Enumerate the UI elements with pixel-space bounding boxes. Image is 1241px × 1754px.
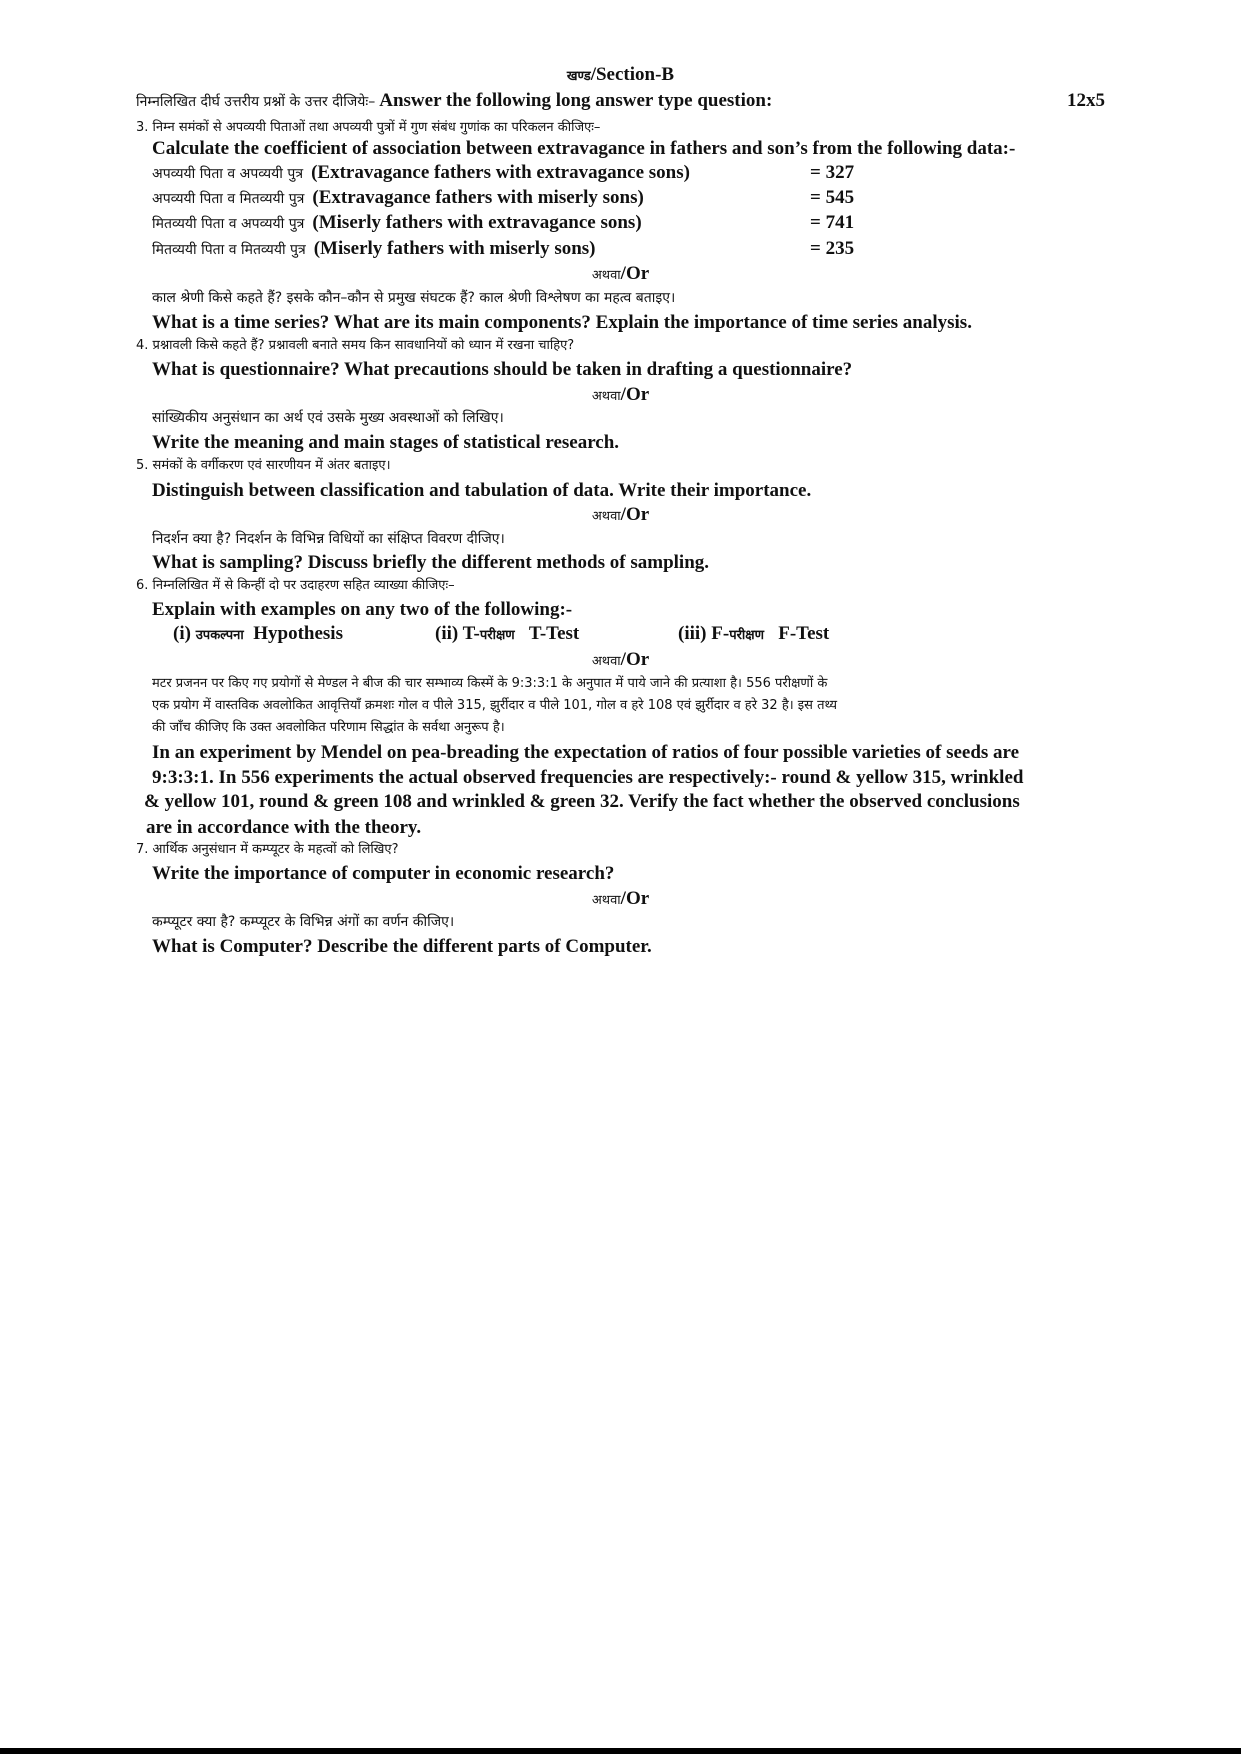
q7-english: Write the importance of computer in economic research? <box>152 863 615 884</box>
instruction-hindi: निम्नलिखित दीर्घ उत्तरीय प्रश्नों के उत्तर दीजियेः– <box>136 94 376 110</box>
or-divider: अथवा/Or <box>591 504 650 525</box>
instruction <box>136 89 772 114</box>
or-divider: अथवा/Or <box>591 263 650 284</box>
q6-option: (iii) F-परीक्षण F-Test <box>678 623 830 644</box>
q6-alt-english-line: 9:3:3:1. In 556 experiments the actual observed frequencies are respectively:- round & yellow 315, wrinkled <box>152 767 1024 788</box>
data-value: = 545 <box>810 187 855 208</box>
q4-alt-english: Write the meaning and main stages of statistical research. <box>152 432 620 453</box>
data-value: = 327 <box>810 162 855 183</box>
or-divider: अथवा/Or <box>591 649 650 670</box>
q6-option: (ii) T-परीक्षण T-Test <box>435 623 580 644</box>
q3-alt-hindi: काल श्रेणी किसे कहते हैं? इसके कौन–कौन से प्रमुख संघटक हैं? काल श्रेणी विश्लेषण का महत्व बताइए। <box>152 290 676 306</box>
q6-alt-english-line: & yellow 101, round & green 108 and wrinkled & green 32. Verify the fact whether the observed conclusions <box>144 791 1020 812</box>
q7-alt-hindi: कम्प्यूटर क्या है? कम्प्यूटर के विभिन्न अंगों का वर्णन कीजिए। <box>152 914 455 930</box>
q5-alt-hindi: निदर्शन क्या है? निदर्शन के विभिन्न विधियों का संक्षिप्त विवरण दीजिए। <box>152 531 505 547</box>
q5-english: Distinguish between classification and tabulation of data. Write their importance. <box>152 480 812 501</box>
section-heading <box>0 63 1241 89</box>
q7-hindi: 7. आर्थिक अनुसंधान में कम्प्यूटर के महत्वों को लिखिए? <box>136 842 399 857</box>
q6-english: Explain with examples on any two of the following:- <box>152 599 573 620</box>
data-row: मितव्ययी पिता व अपव्ययी पुत्र (Miserly fathers with extravagance sons) <box>152 212 642 233</box>
data-row: अपव्ययी पिता व अपव्ययी पुत्र (Extravagance fathers with extravagance sons) <box>152 162 690 183</box>
q6-option: (i) उपकल्पना Hypothesis <box>173 623 343 644</box>
data-row: मितव्ययी पिता व मितव्ययी पुत्र (Miserly fathers with miserly sons) <box>152 238 596 259</box>
instruction-english: Answer the following long answer type question: <box>379 90 773 111</box>
q4-hindi: 4. प्रश्नावली किसे कहते हैं? प्रश्नावली बनाते समय किन सावधानियों को ध्यान में रखना चाहिए? <box>136 338 575 353</box>
q6-alt-hindi-line: एक प्रयोग में वास्तविक अवलोकित आवृत्तियाँ क्रमशः गोल व पीले 315, झुर्रीदार व पीले 101, गोल व हरे 108 एवं झुर्रीदार व हरे 32 है। इस तथ्य <box>152 698 838 713</box>
marks: 12x5 <box>1067 90 1105 111</box>
q5-alt-english: What is sampling? Discuss briefly the different methods of sampling. <box>152 552 710 573</box>
q6-alt-english-line: In an experiment by Mendel on pea-breading the expectation of ratios of four possible varieties of seeds are <box>152 742 1020 763</box>
q5-hindi: 5. समंकों के वर्गीकरण एवं सारणीयन में अंतर बताइए। <box>136 458 391 473</box>
scan-bottom-border <box>0 1748 1241 1754</box>
q6-alt-hindi-line: की जाँच कीजिए कि उक्त अवलोकित परिणाम सिद्धांत के सर्वथा अनुरूप है। <box>152 720 505 735</box>
q6-alt-hindi-line: मटर प्रजनन पर किए गए प्रयोगों से मेण्डल ने बीज की चार सम्भाव्य किस्में के 9:3:3:1 के अनुपात में पाये जाने की प्रत्याशा है। 556 परीक्षणों के <box>152 676 828 691</box>
data-row: अपव्ययी पिता व मितव्ययी पुत्र (Extravagance fathers with miserly sons) <box>152 187 644 208</box>
q7-alt-english: What is Computer? Describe the different parts of Computer. <box>152 936 652 957</box>
q3-hindi: 3. निम्न समंकों से अपव्ययी पिताओं तथा अपव्ययी पुत्रों में गुण संबंध गुणांक का परिकलन कीजिएः– <box>136 120 601 135</box>
data-value: = 741 <box>810 212 855 233</box>
or-divider: अथवा/Or <box>591 384 650 405</box>
section-english: /Section-B <box>590 64 675 85</box>
q3-alt-english: What is a time series? What are its main components? Explain the importance of time series analysis. <box>152 312 972 333</box>
q4-english: What is questionnaire? What precautions should be taken in drafting a questionnaire? <box>152 359 853 380</box>
or-divider: अथवा/Or <box>591 888 650 909</box>
q6-hindi: 6. निम्नलिखित में से किन्हीं दो पर उदाहरण सहित व्याख्या कीजिएः– <box>136 578 455 593</box>
data-value: = 235 <box>810 238 855 259</box>
q6-alt-english-line: are in accordance with the theory. <box>146 817 422 838</box>
q4-alt-hindi: सांख्यिकीय अनुसंधान का अर्थ एवं उसके मुख्य अवस्थाओं को लिखिए। <box>152 410 504 426</box>
section-hindi: खण्ड <box>566 69 591 84</box>
q3-english: Calculate the coefficient of association between extravagance in fathers and son’s from the following data:- <box>152 138 1016 159</box>
